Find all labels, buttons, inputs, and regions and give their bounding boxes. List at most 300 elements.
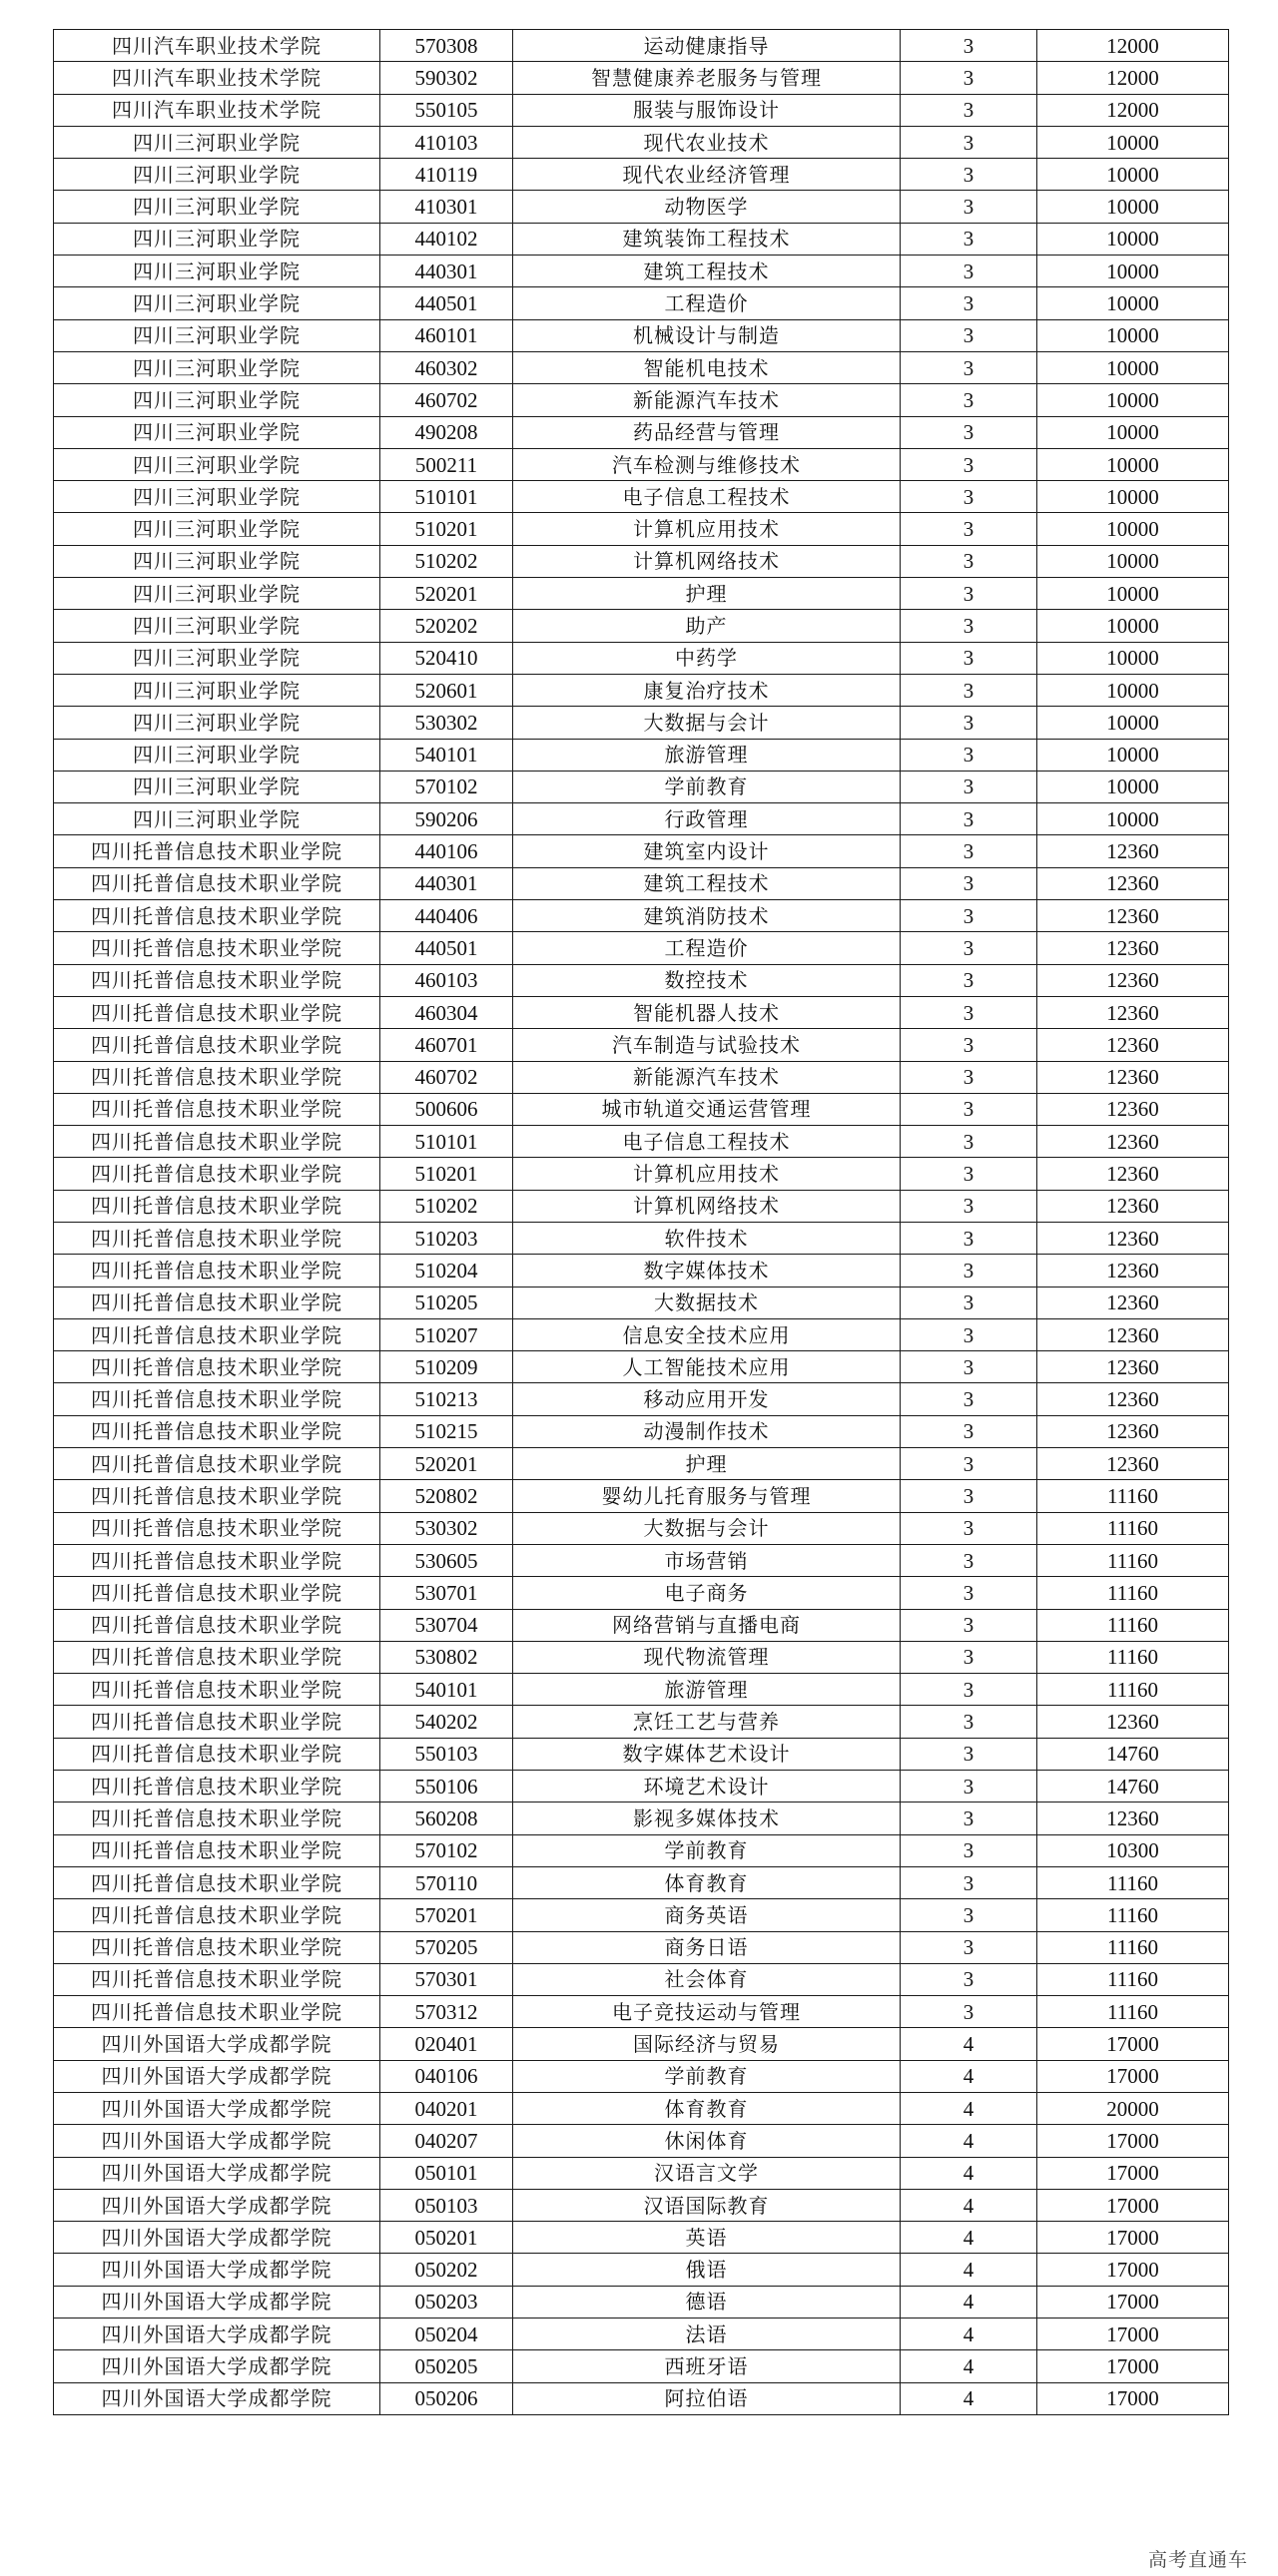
- duration-years-cell: 3: [901, 1674, 1037, 1706]
- duration-years-cell: 3: [901, 287, 1037, 319]
- duration-years-cell: 3: [901, 996, 1037, 1028]
- table-row: [54, 191, 1229, 223]
- school-name-cell: 四川三河职业学院: [54, 642, 380, 674]
- duration-years-cell: 3: [901, 867, 1037, 899]
- table-body: [54, 30, 1229, 2415]
- major-name-cell: 护理: [513, 578, 901, 610]
- duration-years-cell: 4: [901, 2028, 1037, 2060]
- duration-years-cell: 3: [901, 384, 1037, 416]
- school-name-cell: 四川三河职业学院: [54, 416, 380, 448]
- tuition-fee-cell: 10300: [1037, 1834, 1229, 1866]
- duration-years-cell: 3: [901, 1287, 1037, 1318]
- school-name-cell: 四川托普信息技术职业学院: [54, 1480, 380, 1512]
- school-name-cell: 四川托普信息技术职业学院: [54, 1512, 380, 1544]
- table-row: [54, 2189, 1229, 2221]
- table-row: [54, 867, 1229, 899]
- major-name-cell: 行政管理: [513, 803, 901, 835]
- table-row: [54, 1222, 1229, 1254]
- major-name-cell: 新能源汽车技术: [513, 384, 901, 416]
- duration-years-cell: 3: [901, 1351, 1037, 1383]
- table-row: [54, 416, 1229, 448]
- major-code-cell: 440406: [380, 900, 513, 932]
- school-name-cell: 四川三河职业学院: [54, 739, 380, 771]
- tuition-fee-cell: 10000: [1037, 642, 1229, 674]
- major-name-cell: 国际经济与贸易: [513, 2028, 901, 2060]
- table-row: [54, 448, 1229, 480]
- table-row: [54, 1544, 1229, 1576]
- school-name-cell: 四川外国语大学成都学院: [54, 2382, 380, 2414]
- major-code-cell: 050202: [380, 2254, 513, 2286]
- school-name-cell: 四川外国语大学成都学院: [54, 2093, 380, 2125]
- duration-years-cell: 3: [901, 126, 1037, 158]
- duration-years-cell: 4: [901, 2350, 1037, 2382]
- duration-years-cell: 3: [901, 1738, 1037, 1770]
- school-name-cell: 四川三河职业学院: [54, 771, 380, 802]
- major-name-cell: 智慧健康养老服务与管理: [513, 62, 901, 94]
- tuition-fee-cell: 10000: [1037, 610, 1229, 642]
- tuition-fee-cell: 11160: [1037, 1963, 1229, 1995]
- tuition-fee-cell: 12360: [1037, 1190, 1229, 1222]
- major-code-cell: 540101: [380, 1674, 513, 1706]
- major-name-cell: 旅游管理: [513, 739, 901, 771]
- duration-years-cell: 4: [901, 2254, 1037, 2286]
- major-name-cell: 康复治疗技术: [513, 674, 901, 706]
- tuition-fee-cell: 17000: [1037, 2318, 1229, 2350]
- tuition-fee-cell: 17000: [1037, 2222, 1229, 2254]
- duration-years-cell: 4: [901, 2318, 1037, 2350]
- major-code-cell: 550103: [380, 1738, 513, 1770]
- tuition-fee-cell: 12360: [1037, 1029, 1229, 1061]
- school-name-cell: 四川三河职业学院: [54, 351, 380, 383]
- table-row: [54, 1126, 1229, 1158]
- duration-years-cell: 3: [901, 513, 1037, 545]
- duration-years-cell: 3: [901, 642, 1037, 674]
- school-name-cell: 四川三河职业学院: [54, 578, 380, 610]
- school-name-cell: 四川汽车职业技术学院: [54, 30, 380, 62]
- table-row: [54, 1287, 1229, 1318]
- table-row: [54, 2382, 1229, 2414]
- major-code-cell: 040201: [380, 2093, 513, 2125]
- major-code-cell: 510203: [380, 1222, 513, 1254]
- table-row: [54, 1512, 1229, 1544]
- table-row: [54, 481, 1229, 513]
- major-name-cell: 大数据与会计: [513, 1512, 901, 1544]
- tuition-fee-cell: 11160: [1037, 1544, 1229, 1576]
- tuition-fee-cell: 12000: [1037, 94, 1229, 126]
- major-name-cell: 电子信息工程技术: [513, 481, 901, 513]
- table-row: [54, 1255, 1229, 1287]
- major-code-cell: 520601: [380, 674, 513, 706]
- major-name-cell: 大数据与会计: [513, 707, 901, 739]
- school-name-cell: 四川托普信息技术职业学院: [54, 1931, 380, 1963]
- major-name-cell: 体育教育: [513, 1866, 901, 1898]
- major-name-cell: 动物医学: [513, 191, 901, 223]
- school-name-cell: 四川三河职业学院: [54, 256, 380, 287]
- major-code-cell: 510101: [380, 481, 513, 513]
- major-code-cell: 590206: [380, 803, 513, 835]
- major-name-cell: 影视多媒体技术: [513, 1803, 901, 1834]
- table-row: [54, 674, 1229, 706]
- school-name-cell: 四川托普信息技术职业学院: [54, 1415, 380, 1447]
- major-code-cell: 530605: [380, 1544, 513, 1576]
- table-row: [54, 1448, 1229, 1480]
- school-name-cell: 四川三河职业学院: [54, 545, 380, 577]
- tuition-fee-cell: 12000: [1037, 62, 1229, 94]
- table-row: [54, 2157, 1229, 2189]
- school-name-cell: 四川托普信息技术职业学院: [54, 1544, 380, 1576]
- school-name-cell: 四川托普信息技术职业学院: [54, 1866, 380, 1898]
- table-row: [54, 256, 1229, 287]
- table-row: [54, 1706, 1229, 1738]
- table-row: [54, 771, 1229, 802]
- major-name-cell: 电子商务: [513, 1577, 901, 1609]
- major-code-cell: 510204: [380, 1255, 513, 1287]
- tuition-fee-cell: 12360: [1037, 1158, 1229, 1190]
- major-name-cell: 学前教育: [513, 1834, 901, 1866]
- tuition-fee-cell: 10000: [1037, 384, 1229, 416]
- tuition-fee-cell: 12360: [1037, 1803, 1229, 1834]
- tuition-fee-cell: 11160: [1037, 1512, 1229, 1544]
- major-name-cell: 法语: [513, 2318, 901, 2350]
- major-name-cell: 新能源汽车技术: [513, 1061, 901, 1093]
- duration-years-cell: 3: [901, 94, 1037, 126]
- tuition-fee-cell: 12360: [1037, 1383, 1229, 1415]
- major-name-cell: 大数据技术: [513, 1287, 901, 1318]
- school-name-cell: 四川托普信息技术职业学院: [54, 900, 380, 932]
- major-code-cell: 500211: [380, 448, 513, 480]
- major-code-cell: 570102: [380, 771, 513, 802]
- duration-years-cell: 3: [901, 1609, 1037, 1641]
- school-name-cell: 四川三河职业学院: [54, 223, 380, 255]
- school-name-cell: 四川托普信息技术职业学院: [54, 1287, 380, 1318]
- major-name-cell: 中药学: [513, 642, 901, 674]
- tuition-fee-cell: 12360: [1037, 1448, 1229, 1480]
- major-code-cell: 510213: [380, 1383, 513, 1415]
- tuition-fee-cell: 10000: [1037, 319, 1229, 351]
- major-name-cell: 阿拉伯语: [513, 2382, 901, 2414]
- duration-years-cell: 3: [901, 1641, 1037, 1673]
- duration-years-cell: 3: [901, 223, 1037, 255]
- school-name-cell: 四川外国语大学成都学院: [54, 2125, 380, 2157]
- major-name-cell: 城市轨道交通运营管理: [513, 1093, 901, 1125]
- tuition-fee-cell: 17000: [1037, 2350, 1229, 2382]
- tuition-fee-cell: 11160: [1037, 1996, 1229, 2028]
- table-row: [54, 578, 1229, 610]
- major-code-cell: 020401: [380, 2028, 513, 2060]
- major-code-cell: 410103: [380, 126, 513, 158]
- major-code-cell: 460103: [380, 964, 513, 996]
- table-row: [54, 30, 1229, 62]
- duration-years-cell: 3: [901, 448, 1037, 480]
- school-name-cell: 四川托普信息技术职业学院: [54, 1158, 380, 1190]
- major-name-cell: 西班牙语: [513, 2350, 901, 2382]
- major-name-cell: 动漫制作技术: [513, 1415, 901, 1447]
- duration-years-cell: 3: [901, 578, 1037, 610]
- school-name-cell: 四川三河职业学院: [54, 319, 380, 351]
- tuition-fee-cell: 17000: [1037, 2382, 1229, 2414]
- tuition-fee-cell: 10000: [1037, 707, 1229, 739]
- tuition-fee-cell: 12360: [1037, 1706, 1229, 1738]
- table-row: [54, 932, 1229, 964]
- major-code-cell: 570301: [380, 1963, 513, 1995]
- school-name-cell: 四川托普信息技术职业学院: [54, 964, 380, 996]
- school-name-cell: 四川外国语大学成都学院: [54, 2350, 380, 2382]
- tuition-fee-cell: 12360: [1037, 867, 1229, 899]
- major-name-cell: 助产: [513, 610, 901, 642]
- tuition-fee-cell: 10000: [1037, 223, 1229, 255]
- table-row: [54, 126, 1229, 158]
- major-code-cell: 570102: [380, 1834, 513, 1866]
- major-code-cell: 440106: [380, 835, 513, 867]
- tuition-fee-cell: 10000: [1037, 287, 1229, 319]
- tuition-fee-cell: 10000: [1037, 416, 1229, 448]
- major-name-cell: 学前教育: [513, 771, 901, 802]
- major-code-cell: 050205: [380, 2350, 513, 2382]
- duration-years-cell: 3: [901, 1480, 1037, 1512]
- duration-years-cell: 3: [901, 1996, 1037, 2028]
- duration-years-cell: 3: [901, 30, 1037, 62]
- table-row: [54, 1866, 1229, 1898]
- school-name-cell: 四川外国语大学成都学院: [54, 2157, 380, 2189]
- table-row: [54, 1415, 1229, 1447]
- duration-years-cell: 3: [901, 319, 1037, 351]
- school-name-cell: 四川三河职业学院: [54, 803, 380, 835]
- school-name-cell: 四川三河职业学院: [54, 126, 380, 158]
- duration-years-cell: 4: [901, 2286, 1037, 2318]
- table-row: [54, 1158, 1229, 1190]
- tuition-fee-cell: 12360: [1037, 1287, 1229, 1318]
- tuition-fee-cell: 11160: [1037, 1480, 1229, 1512]
- major-code-cell: 410301: [380, 191, 513, 223]
- duration-years-cell: 4: [901, 2382, 1037, 2414]
- duration-years-cell: 3: [901, 1061, 1037, 1093]
- major-code-cell: 590302: [380, 62, 513, 94]
- major-code-cell: 570110: [380, 1866, 513, 1898]
- major-code-cell: 530302: [380, 707, 513, 739]
- major-code-cell: 510207: [380, 1318, 513, 1350]
- school-name-cell: 四川托普信息技术职业学院: [54, 1383, 380, 1415]
- school-name-cell: 四川三河职业学院: [54, 287, 380, 319]
- table-row: [54, 1318, 1229, 1350]
- duration-years-cell: 3: [901, 1706, 1037, 1738]
- school-name-cell: 四川托普信息技术职业学院: [54, 1609, 380, 1641]
- major-code-cell: 520410: [380, 642, 513, 674]
- duration-years-cell: 3: [901, 256, 1037, 287]
- major-code-cell: 570205: [380, 1931, 513, 1963]
- major-code-cell: 520201: [380, 578, 513, 610]
- tuition-fee-cell: 12360: [1037, 1318, 1229, 1350]
- major-code-cell: 440501: [380, 932, 513, 964]
- school-name-cell: 四川汽车职业技术学院: [54, 62, 380, 94]
- duration-years-cell: 3: [901, 1771, 1037, 1803]
- tuition-table: [53, 29, 1229, 2415]
- duration-years-cell: 3: [901, 964, 1037, 996]
- tuition-fee-cell: 20000: [1037, 2093, 1229, 2125]
- major-code-cell: 570308: [380, 30, 513, 62]
- table-row: [54, 319, 1229, 351]
- duration-years-cell: 4: [901, 2060, 1037, 2092]
- school-name-cell: 四川托普信息技术职业学院: [54, 1674, 380, 1706]
- tuition-fee-cell: 12360: [1037, 1126, 1229, 1158]
- duration-years-cell: 3: [901, 159, 1037, 191]
- major-code-cell: 050206: [380, 2382, 513, 2414]
- school-name-cell: 四川托普信息技术职业学院: [54, 1029, 380, 1061]
- school-name-cell: 四川外国语大学成都学院: [54, 2286, 380, 2318]
- school-name-cell: 四川三河职业学院: [54, 448, 380, 480]
- duration-years-cell: 3: [901, 1931, 1037, 1963]
- school-name-cell: 四川三河职业学院: [54, 674, 380, 706]
- major-name-cell: 机械设计与制造: [513, 319, 901, 351]
- major-code-cell: 510101: [380, 1126, 513, 1158]
- table-row: [54, 2286, 1229, 2318]
- major-name-cell: 工程造价: [513, 932, 901, 964]
- tuition-fee-cell: 10000: [1037, 578, 1229, 610]
- major-name-cell: 数字媒体艺术设计: [513, 1738, 901, 1770]
- school-name-cell: 四川托普信息技术职业学院: [54, 1706, 380, 1738]
- tuition-fee-cell: 10000: [1037, 448, 1229, 480]
- table-row: [54, 2093, 1229, 2125]
- tuition-fee-cell: 10000: [1037, 191, 1229, 223]
- major-name-cell: 计算机网络技术: [513, 1190, 901, 1222]
- school-name-cell: 四川外国语大学成都学院: [54, 2028, 380, 2060]
- table-row: [54, 996, 1229, 1028]
- major-name-cell: 数控技术: [513, 964, 901, 996]
- major-name-cell: 人工智能技术应用: [513, 1351, 901, 1383]
- duration-years-cell: 3: [901, 1126, 1037, 1158]
- major-code-cell: 460302: [380, 351, 513, 383]
- duration-years-cell: 3: [901, 1577, 1037, 1609]
- school-name-cell: 四川托普信息技术职业学院: [54, 1899, 380, 1931]
- major-name-cell: 社会体育: [513, 1963, 901, 1995]
- major-code-cell: 460702: [380, 1061, 513, 1093]
- tuition-fee-cell: 12360: [1037, 1093, 1229, 1125]
- major-name-cell: 现代农业经济管理: [513, 159, 901, 191]
- tuition-fee-cell: 10000: [1037, 126, 1229, 158]
- major-code-cell: 520201: [380, 1448, 513, 1480]
- major-name-cell: 电子竞技运动与管理: [513, 1996, 901, 2028]
- tuition-fee-cell: 17000: [1037, 2189, 1229, 2221]
- tuition-fee-cell: 12360: [1037, 932, 1229, 964]
- school-name-cell: 四川托普信息技术职业学院: [54, 932, 380, 964]
- school-name-cell: 四川托普信息技术职业学院: [54, 867, 380, 899]
- duration-years-cell: 3: [901, 674, 1037, 706]
- duration-years-cell: 3: [901, 1383, 1037, 1415]
- table-row: [54, 2060, 1229, 2092]
- major-code-cell: 510202: [380, 1190, 513, 1222]
- tuition-fee-cell: 12360: [1037, 900, 1229, 932]
- major-name-cell: 德语: [513, 2286, 901, 2318]
- duration-years-cell: 3: [901, 416, 1037, 448]
- table-row: [54, 610, 1229, 642]
- tuition-fee-cell: 10000: [1037, 803, 1229, 835]
- school-name-cell: 四川托普信息技术职业学院: [54, 1834, 380, 1866]
- duration-years-cell: 3: [901, 803, 1037, 835]
- tuition-fee-cell: 10000: [1037, 513, 1229, 545]
- school-name-cell: 四川外国语大学成都学院: [54, 2318, 380, 2350]
- major-code-cell: 440301: [380, 256, 513, 287]
- table-row: [54, 94, 1229, 126]
- school-name-cell: 四川汽车职业技术学院: [54, 94, 380, 126]
- major-code-cell: 050203: [380, 2286, 513, 2318]
- table-row: [54, 2028, 1229, 2060]
- major-name-cell: 数字媒体技术: [513, 1255, 901, 1287]
- tuition-fee-cell: 14760: [1037, 1771, 1229, 1803]
- tuition-fee-cell: 10000: [1037, 545, 1229, 577]
- tuition-fee-cell: 10000: [1037, 771, 1229, 802]
- major-name-cell: 网络营销与直播电商: [513, 1609, 901, 1641]
- school-name-cell: 四川三河职业学院: [54, 610, 380, 642]
- major-name-cell: 护理: [513, 1448, 901, 1480]
- table-row: [54, 900, 1229, 932]
- major-name-cell: 现代物流管理: [513, 1641, 901, 1673]
- tuition-fee-cell: 12360: [1037, 1222, 1229, 1254]
- major-name-cell: 环境艺术设计: [513, 1771, 901, 1803]
- major-code-cell: 520202: [380, 610, 513, 642]
- major-name-cell: 移动应用开发: [513, 1383, 901, 1415]
- table-row: [54, 642, 1229, 674]
- school-name-cell: 四川三河职业学院: [54, 481, 380, 513]
- major-name-cell: 运动健康指导: [513, 30, 901, 62]
- table-row: [54, 1899, 1229, 1931]
- duration-years-cell: 3: [901, 932, 1037, 964]
- tuition-fee-cell: 11160: [1037, 1577, 1229, 1609]
- major-name-cell: 休闲体育: [513, 2125, 901, 2157]
- major-name-cell: 电子信息工程技术: [513, 1126, 901, 1158]
- major-code-cell: 490208: [380, 416, 513, 448]
- major-name-cell: 智能机电技术: [513, 351, 901, 383]
- duration-years-cell: 3: [901, 739, 1037, 771]
- table-row: [54, 1609, 1229, 1641]
- major-code-cell: 510209: [380, 1351, 513, 1383]
- tuition-fee-cell: 12360: [1037, 1255, 1229, 1287]
- table-row: [54, 1190, 1229, 1222]
- duration-years-cell: 3: [901, 1190, 1037, 1222]
- duration-years-cell: 4: [901, 2093, 1037, 2125]
- school-name-cell: 四川托普信息技术职业学院: [54, 1126, 380, 1158]
- major-code-cell: 520802: [380, 1480, 513, 1512]
- school-name-cell: 四川托普信息技术职业学院: [54, 1448, 380, 1480]
- major-code-cell: 500606: [380, 1093, 513, 1125]
- duration-years-cell: 3: [901, 1512, 1037, 1544]
- tuition-fee-cell: 11160: [1037, 1899, 1229, 1931]
- major-name-cell: 汉语国际教育: [513, 2189, 901, 2221]
- major-code-cell: 530701: [380, 1577, 513, 1609]
- tuition-fee-cell: 17000: [1037, 2028, 1229, 2060]
- major-code-cell: 510201: [380, 513, 513, 545]
- school-name-cell: 四川外国语大学成都学院: [54, 2060, 380, 2092]
- duration-years-cell: 4: [901, 2189, 1037, 2221]
- duration-years-cell: 3: [901, 1255, 1037, 1287]
- duration-years-cell: 3: [901, 351, 1037, 383]
- major-code-cell: 510202: [380, 545, 513, 577]
- school-name-cell: 四川托普信息技术职业学院: [54, 1093, 380, 1125]
- table-row: [54, 384, 1229, 416]
- duration-years-cell: 4: [901, 2125, 1037, 2157]
- table-row: [54, 1674, 1229, 1706]
- major-name-cell: 体育教育: [513, 2093, 901, 2125]
- table-row: [54, 513, 1229, 545]
- duration-years-cell: 3: [901, 545, 1037, 577]
- major-code-cell: 570312: [380, 1996, 513, 2028]
- tuition-fee-cell: 11160: [1037, 1641, 1229, 1673]
- school-name-cell: 四川托普信息技术职业学院: [54, 1996, 380, 2028]
- major-code-cell: 050101: [380, 2157, 513, 2189]
- major-name-cell: 建筑工程技术: [513, 256, 901, 287]
- school-name-cell: 四川三河职业学院: [54, 513, 380, 545]
- table-row: [54, 62, 1229, 94]
- major-code-cell: 510215: [380, 1415, 513, 1447]
- tuition-fee-cell: 14760: [1037, 1738, 1229, 1770]
